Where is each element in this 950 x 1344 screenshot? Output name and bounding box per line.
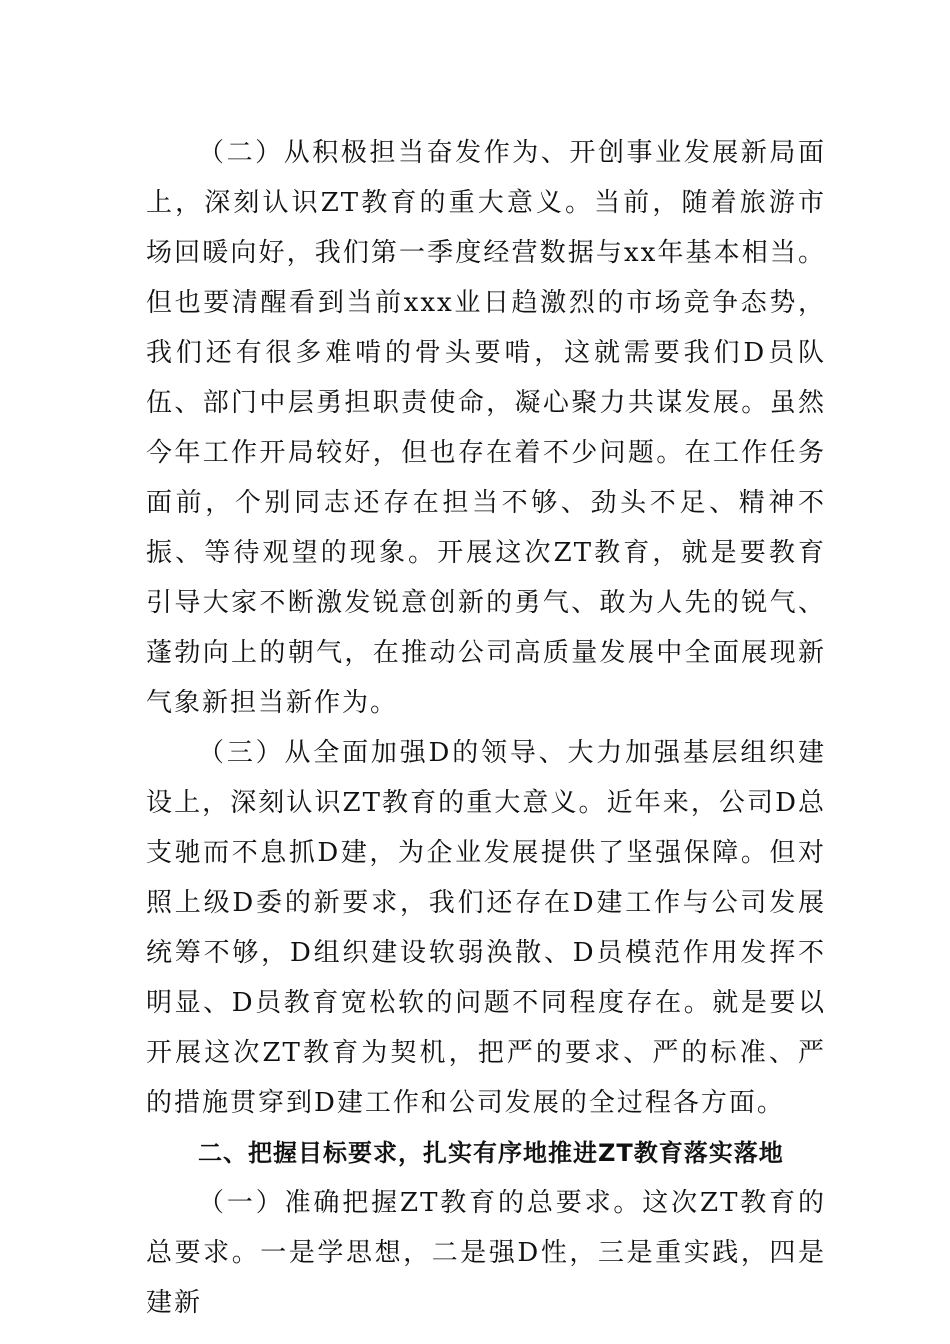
paragraph-section-2: （二）从积极担当奋发作为、开创事业发展新局面上，深刻认识ZT教育的重大意义。当前，随着旅游市场回暖向好，我们第一季度经营数据与xx年基本相当。但也要清醒看到当前xxx业日趋激烈的市场竞争态势，我们还有很多难啃的骨头要啃，这就需要我们D员队伍、部门中层勇担职责使命，凝心聚力共谋发展。虽然今年工作开局较好，但也存在着不少问题。在工作任务面前，个别同志还存在担当不够、劲头不足、精神不振、等待观望的现象。开展这次ZT教育，就是要教育引导大家不断激发锐意创新的勇气、敢为人先的锐气、蓬勃向上的朝气，在推动公司高质量发展中全面展现新气象新担当新作为。 [146, 138, 826, 718]
paragraph-final: （一）准确把握ZT教育的总要求。这次ZT教育的总要求。一是学思想，二是强D性，三是重实践，四是建新 [146, 1188, 826, 1318]
paragraph-section-3: （三）从全面加强D的领导、大力加强基层组织建设上，深刻认识ZT教育的重大意义。近年来，公司D总支驰而不息抓D建，为企业发展提供了坚强保障。但对照上级D委的新要求，我们还存在D建工作与公司发展统筹不够，D组织建设软弱涣散、D员模范作用发挥不明显、D员教育宽松软的问题不同程度存在。就是要以开展这次ZT教育为契机，把严的要求、严的标准、严的措施贯穿到D建工作和公司发展的全过程各方面。 [146, 738, 826, 1118]
document-body [146, 128, 826, 1328]
section-heading: 二、把握目标要求，扎实有序地推进ZT教育落实落地 [198, 1139, 784, 1167]
